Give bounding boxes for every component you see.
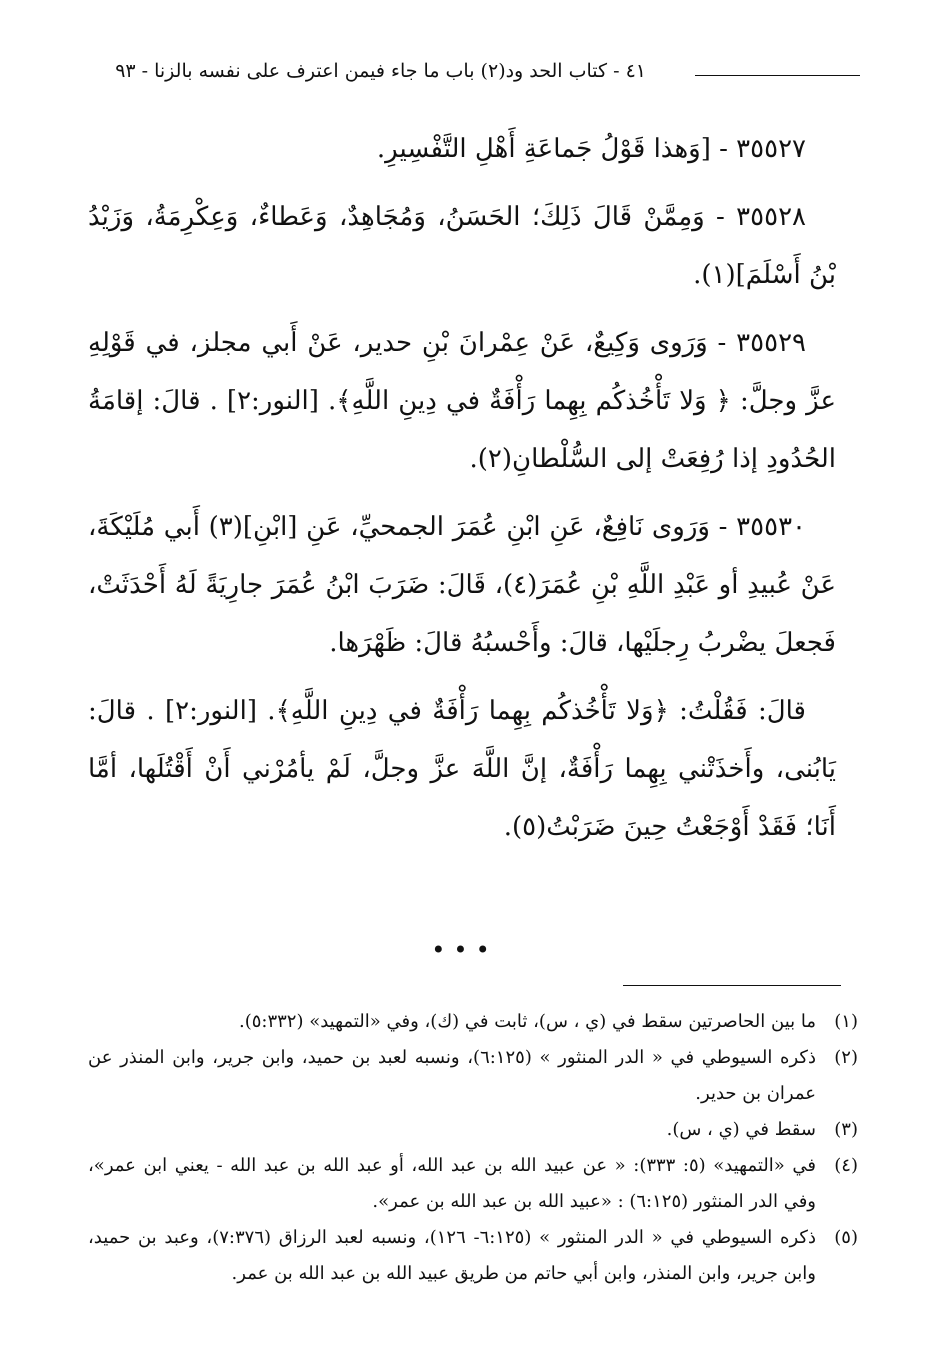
paragraph-35528: ٣٥٥٢٨ - وَمِمَّنْ قَالَ ذَلِكَ؛ الحَسَنُ، وَمُجَاهِدٌ، وَعَطاءٌ، وَعِكْرِمَةُ، وَزَيْدُ بْنُ أَسْلَمَ](١). bbox=[88, 202, 836, 290]
paragraph-35530: ٣٥٥٣٠ - وَرَوى نَافِعٌ، عَنِ ابْنِ عُمَرَ الجمحيِّ، عَنِ [ابْنِ](٣) أَبي مُلَيْكَةَ، عَنْ عُبيدِ أو عَبْدِ اللَّهِ بْنِ عُمَرَ(٤)، قَالَ: ضَرَبَ ابْنُ عُمَرَ جارِيَةً لَهُ أَحْدَثَتْ، فَجعلَ يضْربُ رِجلَيْها، قالَ: وأَحْسبُهُ قالَ: ظَهْرَها. bbox=[88, 512, 836, 658]
footnote-1 bbox=[88, 1004, 858, 1040]
footnote-3 bbox=[88, 1112, 858, 1148]
footnote-number: (٢) bbox=[834, 1047, 858, 1068]
footnote-number: (١) bbox=[834, 1011, 858, 1032]
footnote-rule bbox=[623, 985, 841, 986]
paragraph-35529: ٣٥٥٢٩ - وَرَوى وَكِيعٌ، عَنْ عِمْرانَ بْنِ حدير، عَنْ أَبي مجلز، في قَوْلِهِ عزَّ وجلَّ: ﴿ وَلا تَأْخُذكُم بِهِما رَأْفَةٌ في دِينِ اللَّهِ﴾. [النور:٢] . قالَ: إقامَةُ الحُدُودِ إذا رُفِعَتْ إلى السُّلْطانِ(٢). bbox=[88, 328, 836, 474]
footnotes bbox=[88, 1004, 858, 1292]
footnote-text: ذكره السيوطي في « الدر المنثور » (٦:١٢٥)، ونسبه لعبد بن حميد، وابن جرير، وابن المنذر عن عمران بن حدير. bbox=[88, 1047, 816, 1104]
footnote-text: سقط في (ي ، س). bbox=[666, 1119, 816, 1140]
footnote-number: (٤) bbox=[834, 1155, 858, 1176]
footnote-number: (٥) bbox=[834, 1227, 858, 1248]
main-text bbox=[88, 120, 836, 856]
footnote-text: في «التمهيد» (٥: ٣٣٣): « عن عبيد الله بن عبد الله، أو عبد الله بن عبد الله - يعني ابن عمر»، وفي الدر المنثور (٦:١٢٥) : «عبيد الله بن عبد الله بن عمر». bbox=[88, 1155, 816, 1212]
section-separator: ••• bbox=[431, 936, 498, 964]
footnote-4 bbox=[88, 1148, 858, 1220]
header-rule bbox=[695, 75, 860, 76]
running-header bbox=[90, 54, 860, 88]
footnote-text: ما بين الحاصرتين سقط في (ي ، س)، ثابت في (ك)، وفي «التمهيد» (٥:٣٣٢). bbox=[238, 1011, 816, 1032]
footnote-2 bbox=[88, 1040, 858, 1112]
footnote-text: ذكره السيوطي في « الدر المنثور » (٦:١٢٥- ١٢٦)، ونسبه لعبد الرزاق (٧:٣٧٦)، وعبد بن حميد، وابن جرير، وابن المنذر، وابن أبي حاتم من طريق عبيد الله بن عبد الله بن عمر. bbox=[88, 1227, 816, 1284]
paragraph-continuation: قالَ: فَقُلْتُ: ﴿وَلا تَأْخُذكُم بِهِما رَأْفَةٌ في دِينِ اللَّهِ﴾. [النور:٢] . قالَ: يَابُنى، وأَخذَتْني بِهِما رَأْفَةٌ، إنَّ اللَّهَ عزَّ وجلَّ، لَمْ يأمُرْني أَنْ أَقْتُلَها، أمَّا أَنَا؛ فَقَدْ أَوْجَعْتُ حِينَ ضَرَبْتُ(٥). bbox=[88, 696, 836, 842]
footnote-number: (٣) bbox=[834, 1119, 858, 1140]
header-title: ٤١ - كتاب الحد ود(٢) باب ما جاء فيمن اعترف على نفسه بالزنا - ٩٣ bbox=[115, 60, 646, 82]
paragraph-35527: ٣٥٥٢٧ - [وَهذا قَوْلُ جَماعَةِ أَهْلِ التَّفْسِيرِ. bbox=[376, 134, 806, 164]
footnote-5 bbox=[88, 1220, 858, 1292]
